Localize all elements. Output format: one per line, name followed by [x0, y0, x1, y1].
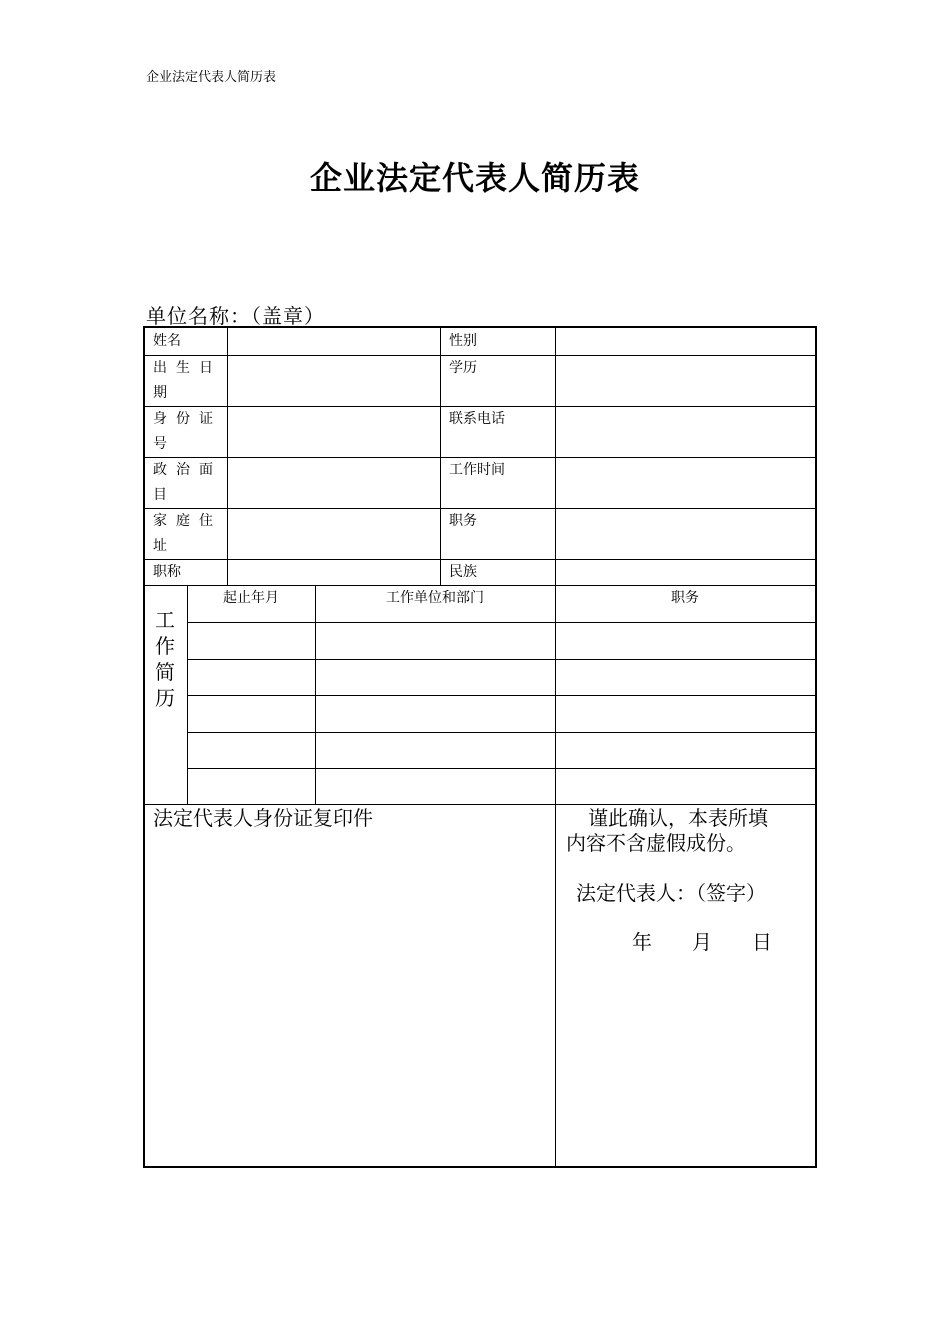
- row-divider: [187, 732, 815, 733]
- label-name: 姓名: [153, 333, 181, 349]
- confirmation-line-2: 内容不含虚假成份。: [566, 831, 746, 855]
- row-divider: [187, 659, 815, 660]
- resume-form-table: [143, 326, 817, 1168]
- unit-name-line: 单位名称：（盖章）: [146, 304, 325, 328]
- col-divider: [555, 328, 556, 585]
- work-history-char: 历: [155, 686, 175, 710]
- row-divider: [187, 622, 815, 623]
- label-ethnicity: 民族: [449, 564, 477, 580]
- label-birth-date-cont: 期: [153, 385, 167, 401]
- form-title: 企业法定代表人简历表: [309, 159, 640, 197]
- header-employer-department: 工作单位和部门: [386, 590, 484, 606]
- label-position: 职务: [449, 513, 477, 529]
- row-divider: [187, 768, 815, 769]
- row-divider: [187, 695, 815, 696]
- date-line: 年 月 日: [632, 930, 772, 954]
- label-phone: 联系电话: [449, 411, 505, 427]
- col-divider: [227, 328, 228, 585]
- label-birth-date: 出生日: [153, 360, 222, 376]
- col-divider: [440, 328, 441, 585]
- row-divider: [145, 355, 815, 356]
- label-id-number: 身份证: [153, 411, 222, 427]
- label-gender: 性别: [449, 333, 477, 349]
- work-history-char: 工: [155, 608, 175, 632]
- label-home-address: 家庭住: [153, 513, 222, 529]
- label-political-status-cont: 目: [153, 487, 167, 503]
- header-job-position: 职务: [671, 590, 699, 606]
- work-history-label: [154, 607, 176, 711]
- label-home-address-cont: 址: [153, 538, 167, 554]
- col-divider: [555, 804, 556, 1166]
- label-professional-title: 职称: [153, 564, 181, 580]
- row-divider: [145, 559, 815, 560]
- work-history-char: 简: [155, 660, 175, 684]
- row-divider: [145, 804, 815, 805]
- id-copy-label: 法定代表人身份证复印件: [153, 806, 373, 830]
- signer-line: 法定代表人：（签字）: [576, 881, 766, 905]
- label-id-number-cont: 号: [153, 436, 167, 452]
- page-header: 企业法定代表人简历表: [146, 70, 277, 85]
- label-work-time: 工作时间: [449, 462, 505, 478]
- confirmation-line-1: 谨此确认，本表所填: [588, 806, 768, 830]
- work-history-char: 作: [155, 634, 175, 658]
- row-divider: [145, 508, 815, 509]
- label-education: 学历: [449, 360, 477, 376]
- label-political-status: 政治面: [153, 462, 222, 478]
- header-period: 起止年月: [223, 590, 279, 606]
